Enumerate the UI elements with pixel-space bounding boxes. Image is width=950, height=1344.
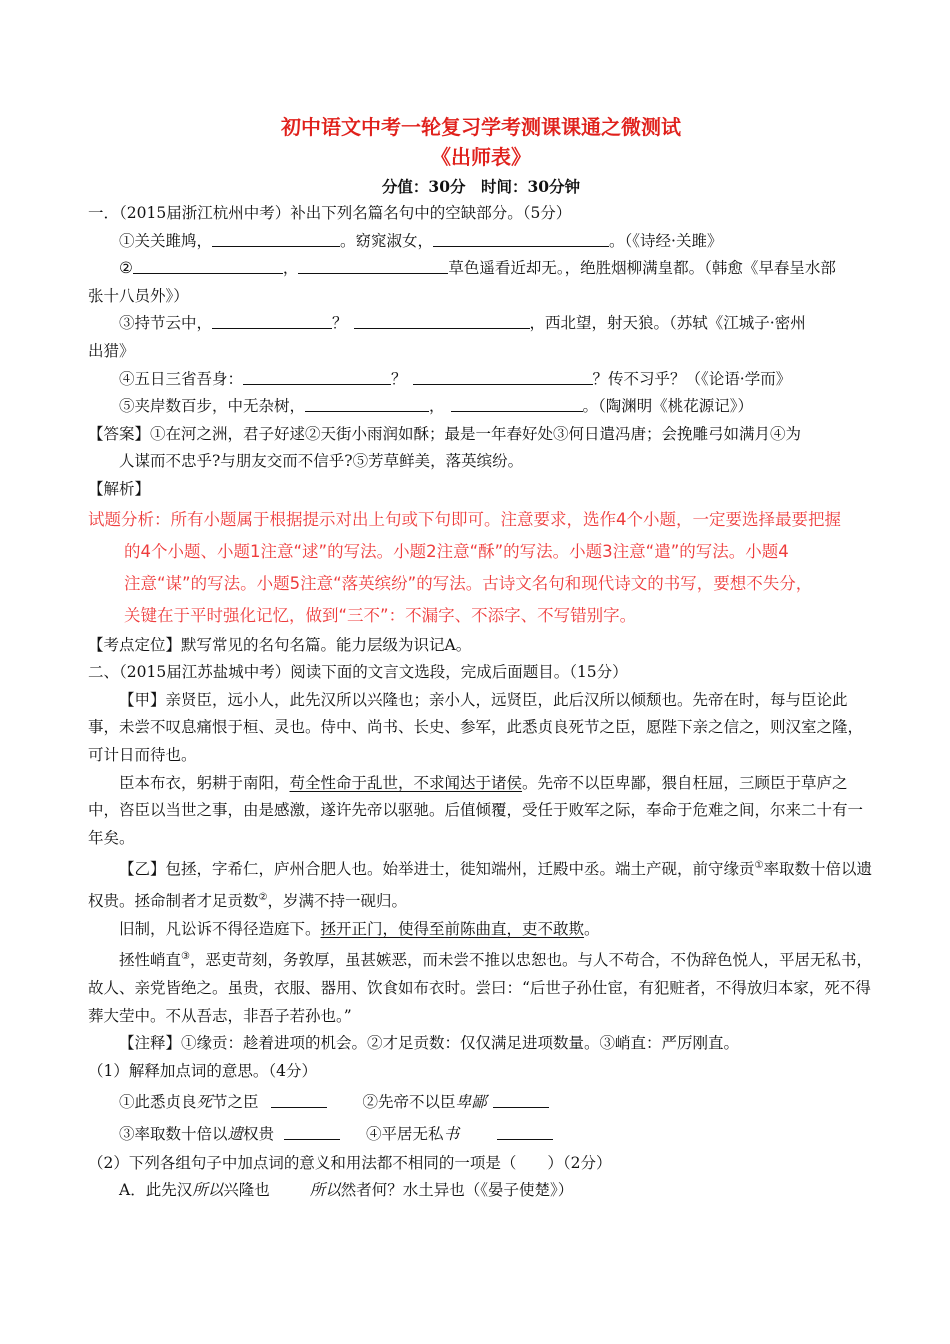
analysis-line-4: 关键在于平时强化记忆，做到“三不”：不漏字、不添字、不写错别字。 bbox=[124, 605, 637, 625]
q1-item-4: ④五日三省吾身： ？ ？传不习乎？（《论语·学而》 bbox=[119, 369, 792, 388]
q1-item-5: ⑤夹岸数百步，中无杂树， ， 。（陶渊明《桃花源记》） bbox=[119, 397, 754, 416]
answer-blank[interactable] bbox=[133, 257, 283, 274]
page-title: 初中语文中考一轮复习学考测课课通之微测试 bbox=[281, 115, 681, 139]
annotation-note: 【注释】①缘贡：趁着进项的机会。②才足贡数：仅仅满足进项数量。③峭直：严厉刚直。 bbox=[119, 1034, 740, 1053]
underlined-sentence: 苟全性命于乱世，不求闻达于诸侯 bbox=[289, 773, 523, 792]
q1-item-3: ③持节云中， ？ ，西北望，射天狼。（苏轼《江城子·密州 bbox=[119, 314, 806, 333]
passage-yi-para-2: 旧制，凡讼诉不得径造庭下。拯开正门，使得至前陈曲直，吏不敢欺。 bbox=[119, 919, 600, 938]
answer-blank[interactable] bbox=[212, 230, 340, 247]
q1-item-2: ② ， 草色遥看近却无。，绝胜烟柳满皇都。（韩愈《早春呈水部 bbox=[119, 259, 836, 278]
answer-blank[interactable] bbox=[305, 395, 429, 412]
answer-blank[interactable] bbox=[271, 1091, 327, 1108]
score-time-info: 分值：30分 时间：30分钟 bbox=[381, 177, 581, 196]
document-page bbox=[88, 112, 874, 1205]
sub-question-1-heading: （1）解释加点词的意思。（4分） bbox=[88, 1061, 317, 1080]
answer-blank[interactable] bbox=[284, 1123, 340, 1140]
page-subtitle: 《出师表》 bbox=[431, 145, 531, 169]
q1-item-2-cont: 张十八员外》） bbox=[88, 286, 189, 305]
answer-blank[interactable] bbox=[212, 312, 332, 329]
q1-heading: 一．（2015届浙江杭州中考）补出下列名篇名句中的空缺部分。（5分） bbox=[88, 204, 572, 222]
q1-item-1: ①关关雎鸠， 。窈窕淑女， 。（《诗经·关雎》 bbox=[119, 231, 723, 250]
sub-question-1-row-1: ①此悉贞良死节之臣 ②先帝不以臣卑鄙 bbox=[88, 1086, 874, 1118]
answer-blank[interactable] bbox=[298, 257, 448, 274]
analysis-text bbox=[88, 504, 874, 632]
sub-question-2-heading: （2）下列各组句子中加点词的意义和用法都不相同的一项是（ ）（2分） bbox=[88, 1153, 612, 1172]
answer-blank[interactable] bbox=[497, 1123, 553, 1140]
q1-item-3-cont: 出猎》 bbox=[88, 341, 135, 360]
underlined-sentence: 拯开正门，使得至前陈曲直，吏不敢欺 bbox=[320, 919, 585, 938]
answer-blank[interactable] bbox=[354, 312, 530, 329]
answer-line-2: 人谋而不忠乎?与朋友交而不信乎?⑤芳草鲜美，落英缤纷。 bbox=[119, 452, 524, 471]
analysis-label: 【解析】 bbox=[88, 479, 151, 498]
point-location: 【考点定位】默写常见的名句名篇。能力层级为识记A。 bbox=[88, 635, 472, 654]
passage-yi-para-3: 拯性峭直③，恶吏苛刻，务敦厚，虽甚嫉恶，而未尝不推以忠恕也。与人不苟合，不伪辞色悦人，平居无私书，故人、亲党皆绝之。虽贵，衣服、器用、饮食如布衣时。尝曰：“后世子孙仕宦，有犯赃者，不得放归本家，死不得葬大茔中。不从吾志，非吾子若孙也。” bbox=[88, 951, 872, 1025]
answer-blank[interactable] bbox=[433, 230, 609, 247]
analysis-line-3: 注意“谋”的写法。小题5注意“落英缤纷”的写法。古诗文名句和现代诗文的书写，要想不失分， bbox=[124, 573, 813, 593]
analysis-line-2: 的4个小题、小题1注意“逑”的写法。小题2注意“酥”的写法。小题3注意“遣”的写法。小题4 bbox=[124, 541, 789, 561]
passage-jia-para-2: 臣本布衣，躬耕于南阳，苟全性命于乱世，不求闻达于诸侯。先帝不以臣卑鄙，猥自枉屈，三顾臣于草庐之中，咨臣以当世之事，由是感激，遂许先帝以驱驰。后值倾覆，受任于败军之际，奉命于危难之间，尔来二十有一年矣。 bbox=[88, 773, 864, 847]
analysis-line-1: 试题分析：所有小题属于根据提示对出上句或下句即可。注意要求，选作4个小题，一定要选择最要把握 bbox=[88, 509, 841, 529]
answer-blank[interactable] bbox=[243, 368, 391, 385]
q2-heading: 二、（2015届江苏盐城中考）阅读下面的文言文选段，完成后面题目。（15分） bbox=[88, 663, 628, 682]
answer-line-1: 【答案】①在河之洲，君子好逑②天街小雨润如酥；最是一年春好处③何日遣冯唐；会挽雕弓如满月④为 bbox=[88, 424, 802, 443]
sub-question-2-option-a: A．此先汉所以兴隆也 所以然者何？水土异也（《晏子使楚》） bbox=[119, 1181, 574, 1200]
sub-question-1-row-2: ③率取数十倍以遗权贵 ④平居无私书 bbox=[88, 1118, 874, 1150]
passage-jia-para-1: 【甲】亲贤臣，远小人，此先汉所以兴隆也；亲小人，远贤臣，此后汉所以倾颓也。先帝在时，每与臣论此事，未尝不叹息痛恨于桓、灵也。侍中、尚书、长史、参军，此悉贞良死节之臣，愿陛下亲之信之，则汉室之隆，可计日而待也。 bbox=[88, 690, 864, 764]
answer-blank[interactable] bbox=[493, 1091, 549, 1108]
answer-blank[interactable] bbox=[451, 395, 583, 412]
answer-blank[interactable] bbox=[413, 368, 593, 385]
passage-yi-para-1: 【乙】包拯，字希仁，庐州合肥人也。始举进士，徙知端州，迁殿中丞。端土产砚，前守缘贡①率取数十倍以遗权贵。拯命制者才足贡数②，岁满不持一砚归。 bbox=[88, 860, 872, 911]
